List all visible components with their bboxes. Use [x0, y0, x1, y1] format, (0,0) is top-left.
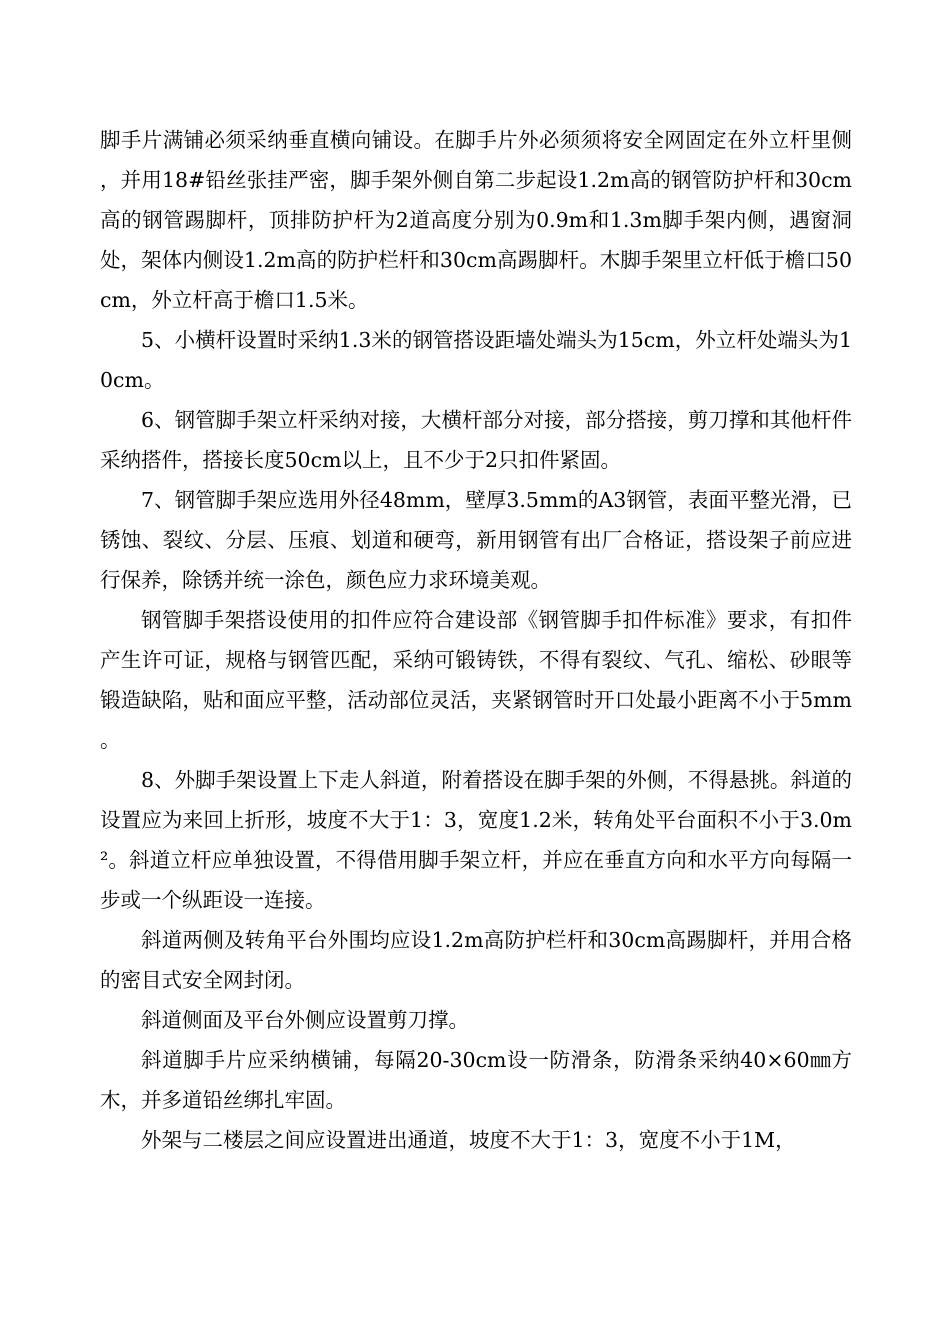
paragraph-5: 钢管脚手架搭设使用的扣件应符合建设部《钢管脚手扣件标准》要求，有扣件产生许可证，规格与钢管匹配，采纳可锻铸铁，不得有裂纹、气孔、缩松、砂眼等锻造缺陷，贴和面应平整，活动部位灵活，夹紧钢管时开口处最小距离不小于5mm。 — [100, 608, 852, 752]
paragraph-10: 外架与二楼层之间应设置进出通道，坡度不大于1：3，宽度不小于1M， — [141, 1128, 796, 1152]
paragraph-6: 8、外脚手架设置上下走人斜道，附着搭设在脚手架的外侧，不得悬挑。斜道的设置应为来回上折形，坡度不大于1：3，宽度1.2米，转角处平台面积不小于3.0m²。斜道立杆应单独设置，不得借用脚手架立杆，并应在垂直方向和水平方向每隔一步或一个纵距设一连接。 — [100, 768, 852, 912]
paragraph-3: 6、钢管脚手架立杆采纳对接，大横杆部分对接，部分搭接，剪刀撑和其他杆件采纳搭件，搭接长度50cm以上，且不少于2只扣件紧固。 — [100, 408, 852, 472]
document-page — [100, 120, 852, 1160]
paragraph-2: 5、小横杆设置时采纳1.3米的钢管搭设距墙处端头为15cm，外立杆处端头为10cm。 — [100, 328, 852, 392]
paragraph-9: 斜道脚手片应采纳横铺，每隔20-30cm设一防滑条，防滑条采纳40×60㎜方木，并多道铅丝绑扎牢固。 — [100, 1048, 852, 1112]
paragraph-8: 斜道侧面及平台外侧应设置剪刀撑。 — [141, 1008, 469, 1032]
paragraph-4: 7、钢管脚手架应选用外径48mm，壁厚3.5mm的A3钢管，表面平整光滑，已锈蚀、裂纹、分层、压痕、划道和硬弯，新用钢管有出厂合格证，搭设架子前应进行保养，除锈并统一涂色，颜色应力求环境美观。 — [100, 488, 852, 592]
paragraph-1: 脚手片满铺必须采纳垂直横向铺设。在脚手片外必须须将安全网固定在外立杆里侧，并用18#铅丝张挂严密，脚手架外侧自第二步起设1.2m高的钢管防护杆和30cm高的钢管踢脚杆，顶排防护杆为2道高度分别为0.9m和1.3m脚手架内侧，遇窗洞处，架体内侧设1.2m高的防护栏杆和30cm高踢脚杆。木脚手架里立杆低于檐口50cm，外立杆高于檐口1.5米。 — [100, 128, 852, 312]
paragraph-7: 斜道两侧及转角平台外围均应设1.2m高防护栏杆和30cm高踢脚杆，并用合格的密目式安全网封闭。 — [100, 928, 852, 992]
